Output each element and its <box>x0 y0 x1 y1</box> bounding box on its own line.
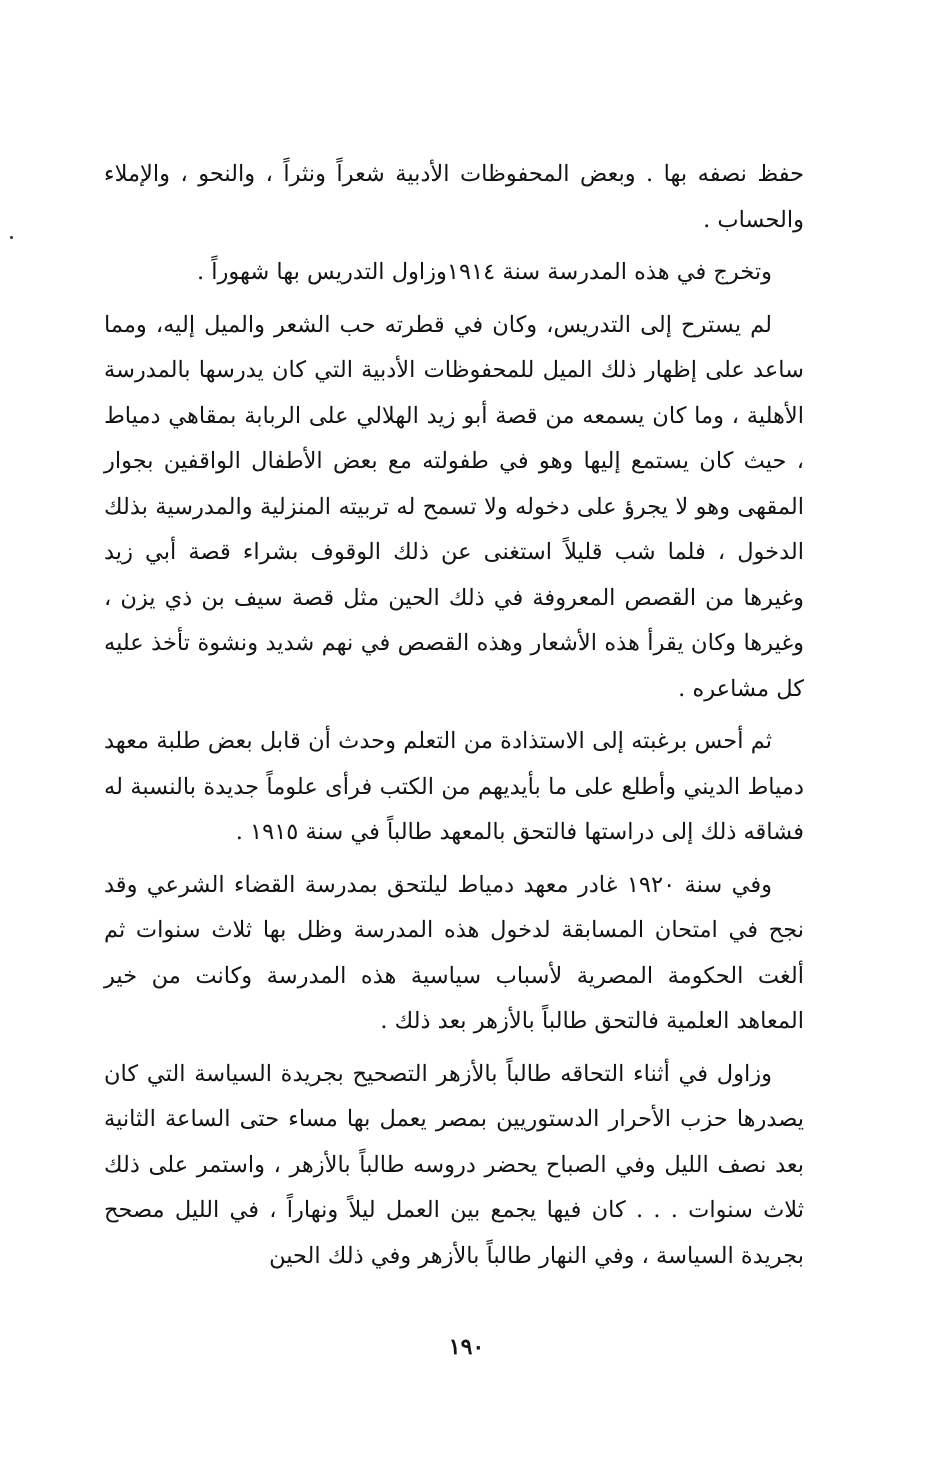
body-text <box>104 152 804 1286</box>
paragraph-poetry-interest: لم يسترح إلى التدريس، وكان في قطرته حب الشعر والميل إليه، ومما ساعد على إظهار ذلك الميل للمحفوظات الأدبية التي كان يدرسها بالمدرسة الأهلية ، وما كان يسمعه من قصة أبو زيد الهلالي على الربابة بمقاهي دمياط ، حيث كان يستمع إليها وهو في طفولته مع بعض الأطفال الواقفين بجوار المقهى وهو لا يجرؤ على دخوله ولا تسمح له تربيته المنزلية والمدرسية بذلك الدخول ، فلما شب قليلاً استغنى عن ذلك الوقوف بشراء قصة أبي زيد وغيرها من القصص المعروفة في ذلك الحين مثل قصة سيف بن ذي يزن ، وغيرها وكان يقرأ هذه الأشعار وهذه القصص في نهم شديد ونشوة تأخذ عليه كل مشاعره . <box>104 311 804 702</box>
page-number: ١٩٠ <box>448 1334 485 1360</box>
paragraph-newspaper-work: وزاول في أثناء التحاقه طالباً بالأزهر التصحيح بجريدة السياسة التي كان يصدرها حزب الأحرار الدستوريين بمصر يعمل بها مساء حتى الساعة الثانية بعد نصف الليل وفي الصباح يحضر دروسه طالباً بالأزهر ، واستمر على ذلك ثلاث سنوات . . . كان فيها يجمع بين العمل ليلاً ونهاراً ، في الليل مصحح بجريدة السياسة ، وفي النهار طالباً بالأزهر وفي ذلك الحين <box>104 1060 804 1269</box>
paragraph-graduation: وتخرج في هذه المدرسة سنة ١٩١٤وزاول التدريس بها شهوراً . <box>196 259 772 285</box>
paragraph-damietta-institute: ثم أحس برغبته إلى الاستذادة من التعلم وحدث أن قابل بعض طلبة معهد دمياط الديني وأطلع على ما بأيديهم من الكتب فرأى علوماً جديدة بالنسبة له فشاقه ذلك إلى دراستها فالتحق بالمعهد طالباً في سنة ١٩١٥ . <box>104 728 804 845</box>
scan-speck <box>10 236 13 239</box>
paragraph-continuation: حفظ نصفه بها . وبعض المحفوظات الأدبية شعراً ونثراً ، والنحو ، والإملاء والحساب . <box>104 161 804 233</box>
paragraph-sharia-school: وفي سنة ١٩٢٠ غادر معهد دمياط ليلتحق بمدرسة القضاء الشرعي وقد نجح في امتحان المسابقة لدخول هذه المدرسة وظل بها ثلاث سنوات ثم ألغت الحكومة المصرية لأسباب سياسية هذه المدرسة وكانت من خير المعاهد العلمية فالتحق طالباً بالأزهر بعد ذلك . <box>104 871 804 1034</box>
